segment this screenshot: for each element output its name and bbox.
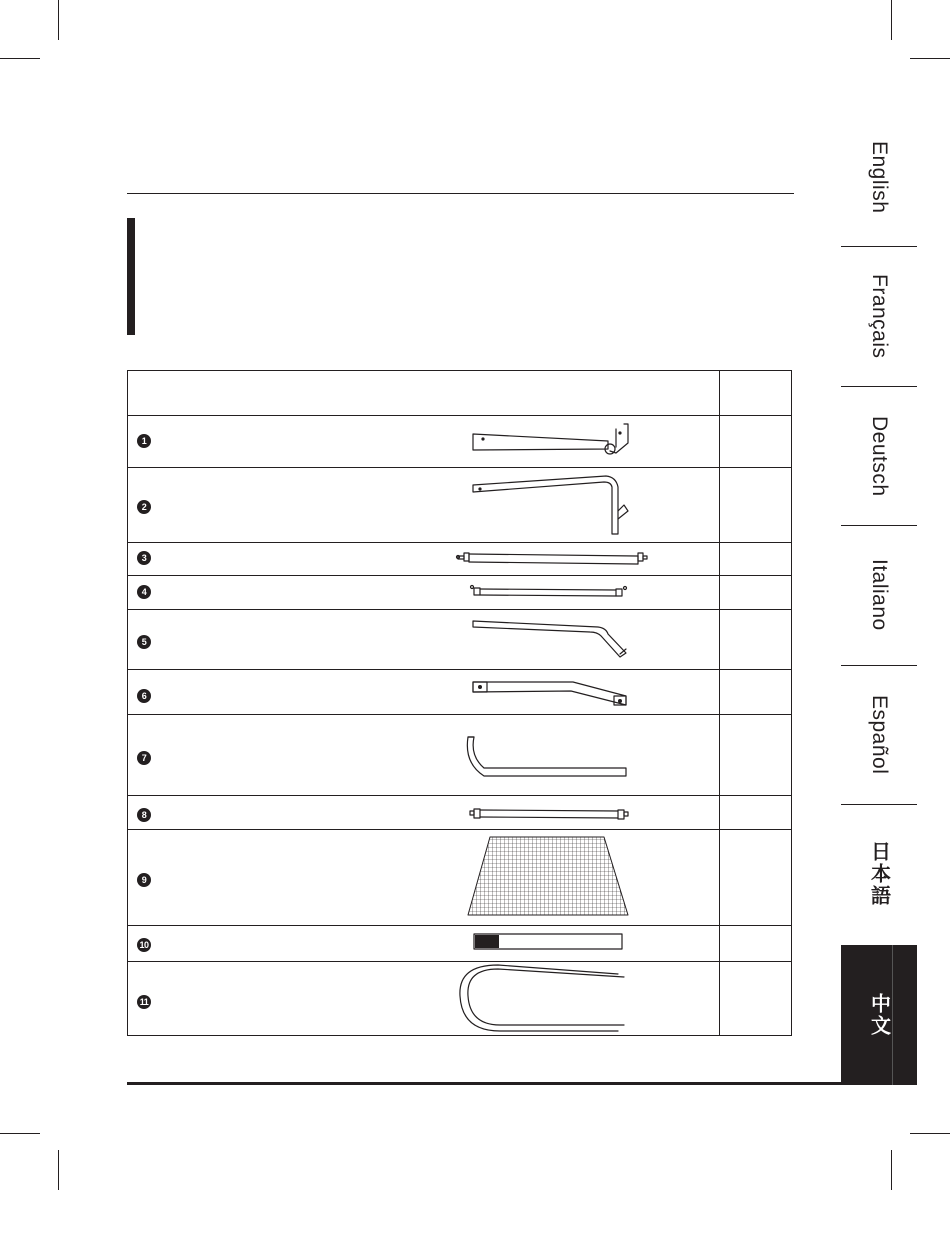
part-number: 6 [137, 689, 151, 703]
language-tab-label: Deutsch [868, 415, 891, 497]
part-illustrations [128, 371, 793, 1037]
language-tab-english[interactable] [841, 108, 917, 246]
language-tab-label: 日本語 [867, 841, 890, 907]
language-tab-german[interactable] [841, 387, 917, 525]
footer-rule [127, 1082, 916, 1085]
short-connector-tube-icon [470, 809, 628, 819]
hooked-tube-icon [467, 737, 626, 776]
net-icon [468, 837, 628, 915]
angled-tube-with-holes-icon [473, 682, 626, 705]
crop-mark [891, 1150, 892, 1190]
part-number: 3 [137, 551, 151, 565]
bent-tube-icon [473, 621, 626, 657]
part-number: 7 [137, 751, 151, 765]
crop-mark [0, 58, 40, 59]
crop-mark [58, 1150, 59, 1190]
language-tab-spanish[interactable] [841, 666, 917, 804]
section-title-bar [127, 218, 135, 335]
language-tab-italian[interactable] [841, 526, 917, 664]
part-number: 2 [137, 500, 151, 514]
crop-mark [58, 0, 59, 40]
active-tab-stripe [892, 945, 893, 1085]
crop-mark [910, 58, 950, 59]
u-stake-icon [460, 965, 624, 1031]
parts-table [127, 370, 792, 1036]
crop-mark [0, 1133, 40, 1134]
strap-icon [474, 934, 622, 949]
part-number: 8 [137, 808, 151, 822]
long-connector-tube-icon [457, 553, 648, 564]
language-tab-chinese[interactable] [841, 945, 917, 1085]
header-rule [127, 193, 794, 194]
language-tab-label: English [868, 140, 891, 214]
part-number: 11 [137, 995, 151, 1009]
language-tab-japanese[interactable] [841, 805, 917, 943]
part-number: 9 [137, 873, 151, 887]
language-tab-label: Italiano [868, 559, 891, 631]
part-number: 1 [137, 434, 151, 448]
language-tab-french[interactable] [841, 247, 917, 385]
crop-mark [910, 1133, 950, 1134]
short-connector-tube-icon [471, 586, 627, 597]
language-tab-label: 中文 [867, 993, 890, 1037]
part-number: 10 [137, 938, 151, 952]
language-tab-label: Français [868, 273, 891, 359]
language-tab-label: Español [868, 695, 891, 775]
crop-mark [891, 0, 892, 40]
curved-upright-pole-icon [473, 476, 628, 534]
part-number: 5 [137, 635, 151, 649]
elbow-tube-with-bracket-icon [473, 424, 628, 454]
part-number: 4 [137, 585, 151, 599]
